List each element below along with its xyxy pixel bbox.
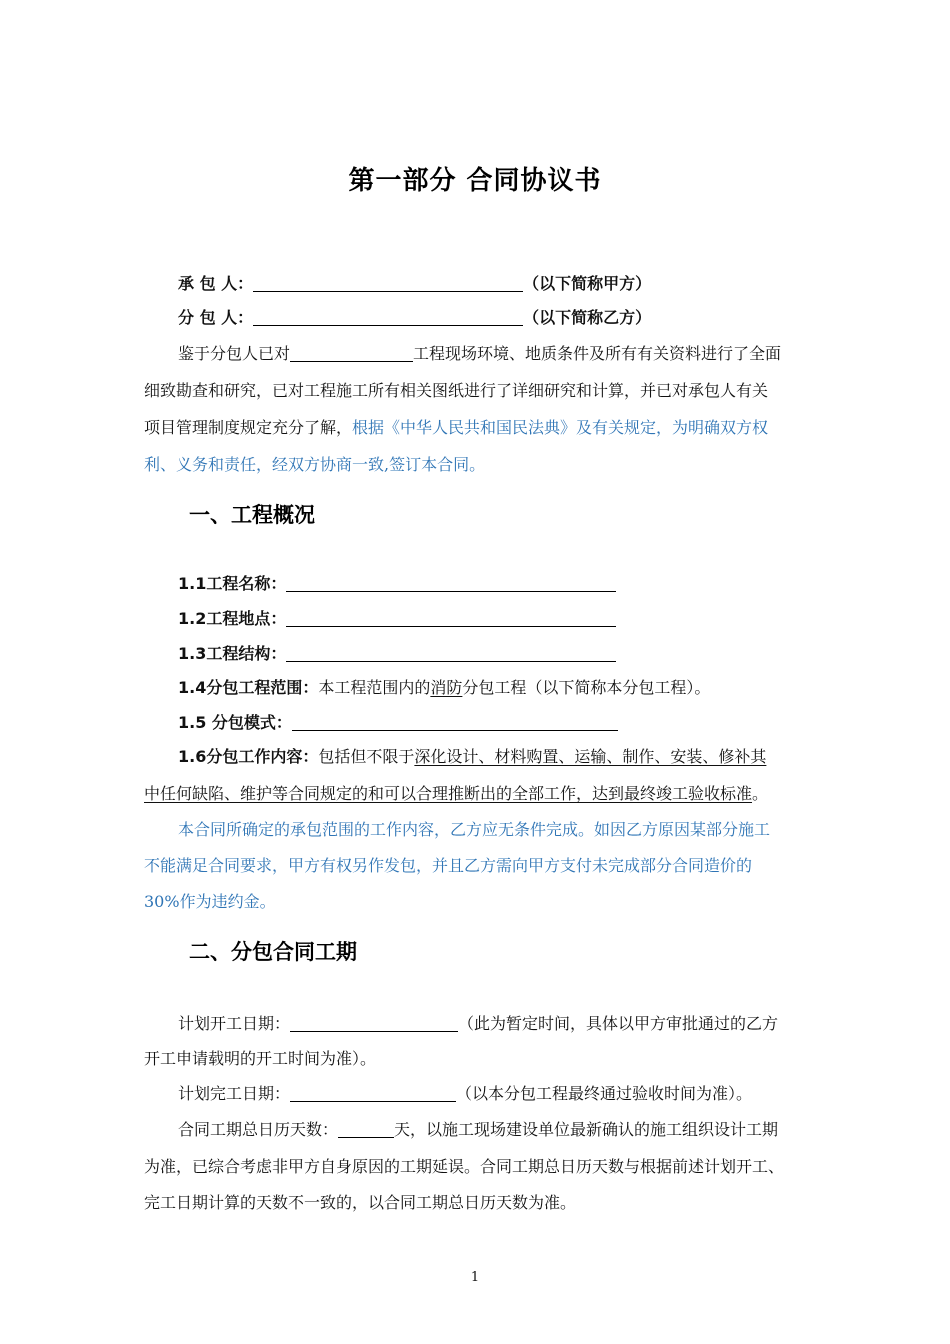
scope-text: 分包工程（以下简称本分包工程）。 [462, 678, 711, 697]
work-content-detail: 中任何缺陷、维护等合同规定的和可以合理推断出的全部工作，达到最终竣工验收标准 [144, 784, 753, 803]
item-label: 1.3工程结构： [178, 644, 287, 663]
total-days-line-3: 完工日期计算的天数不一致的，以合同工期总日历天数为准。 [144, 1193, 577, 1212]
item-label: 1.1工程名称： [178, 574, 287, 593]
planned-end-label: 计划完工日期： [178, 1084, 291, 1103]
total-days-line-2: 为准，已综合考虑非甲方自身原因的工期延误。合同工期总日历天数与根据前述计划开工、 [144, 1157, 785, 1176]
subcontractor-suffix: （以下简称乙方） [523, 308, 652, 327]
scope-text: 本工程范围内的 [318, 678, 431, 697]
intro-text: 鉴于分包人已对 [178, 344, 291, 363]
planned-end-blank[interactable] [290, 1085, 456, 1102]
planned-start-line-1 [178, 1013, 778, 1035]
planned-start-note: （此为暂定时间，具体以甲方审批通过的乙方 [458, 1014, 779, 1033]
planned-start-label: 计划开工日期： [178, 1014, 291, 1033]
contractor-label: 承 包 人： [178, 274, 254, 293]
planned-end-line [178, 1083, 752, 1105]
intro-text: 工程现场环境、地质条件及所有有关资料进行了全面 [413, 344, 782, 363]
project-structure-blank[interactable] [286, 645, 616, 662]
total-days-text: 天，以施工现场建设单位最新确认的施工组织设计工期 [394, 1120, 779, 1139]
scope-note-line-2: 不能满足合同要求，甲方有权另作发包，并且乙方需向甲方支付未完成部分合同造价的 [144, 856, 753, 875]
intro-legal-basis: 根据《中华人民共和国民法典》及有关规定，为明确双方权 [352, 418, 769, 437]
item-label: 1.2工程地点： [178, 609, 287, 628]
item-subcontract-mode [178, 712, 618, 734]
item-work-content-line-1 [178, 746, 766, 768]
subcontractor-label: 分 包 人： [178, 308, 254, 327]
page-title: 第一部分 合同协议书 [348, 166, 602, 196]
scope-note-line-3: 30%作为违约金。 [144, 892, 276, 911]
section-heading-schedule: 二、分包合同工期 [189, 940, 357, 964]
intro-line-4: 利、义务和责任，经双方协商一致,签订本合同。 [144, 455, 486, 474]
work-content-text: 。 [752, 784, 769, 803]
total-days-line-1 [178, 1119, 778, 1141]
item-project-structure [178, 643, 616, 665]
subcontractor-line [178, 307, 651, 329]
item-project-name [178, 573, 616, 595]
total-days-blank[interactable] [338, 1121, 394, 1138]
item-label: 1.6分包工作内容： [178, 747, 319, 766]
item-label: 1.4分包工程范围： [178, 678, 319, 697]
item-subcontract-scope [178, 677, 710, 699]
total-days-label: 合同工期总日历天数： [178, 1120, 339, 1139]
subcontract-mode-blank[interactable] [292, 714, 618, 731]
project-name-blank[interactable] [286, 575, 616, 592]
subcontractor-blank[interactable] [253, 309, 523, 326]
work-content-text: 包括但不限于 [318, 747, 415, 766]
contractor-suffix: （以下简称甲方） [523, 274, 652, 293]
page-number: 1 [470, 1270, 480, 1285]
project-location-blank[interactable] [286, 610, 616, 627]
item-project-location [178, 608, 616, 630]
intro-text: 项目管理制度规定充分了解， [144, 418, 353, 437]
planned-end-note: （以本分包工程最终通过验收时间为准）。 [456, 1084, 753, 1103]
item-label: 1.5 分包模式： [178, 713, 292, 732]
contractor-blank[interactable] [253, 275, 523, 292]
intro-line-2: 细致勘查和研究，已对工程施工所有相关图纸进行了详细研究和计算，并已对承包人有关 [144, 381, 769, 400]
section-heading-overview: 一、工程概况 [189, 503, 315, 527]
item-work-content-line-2 [144, 783, 768, 805]
project-blank[interactable] [290, 345, 413, 362]
planned-start-blank[interactable] [290, 1015, 458, 1032]
intro-line-3 [144, 417, 768, 439]
planned-start-line-2: 开工申请载明的开工时间为准）。 [144, 1049, 377, 1068]
intro-line-1 [178, 343, 781, 365]
contractor-line [178, 273, 651, 295]
work-content-detail: 深化设计、材料购置、运输、制作、安装、修补其 [414, 747, 767, 766]
scope-note-line-1: 本合同所确定的承包范围的工作内容，乙方应无条件完成。如因乙方原因某部分施工 [178, 820, 771, 839]
scope-type: 消防 [430, 678, 463, 697]
